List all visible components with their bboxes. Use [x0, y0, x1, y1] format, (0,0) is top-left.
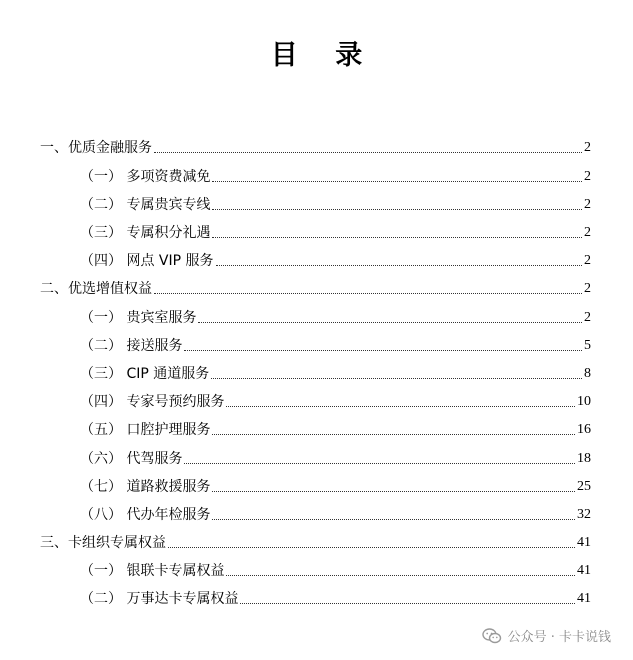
- toc-entry-page-number: 16: [577, 422, 591, 437]
- toc-entry-page-number: 18: [577, 451, 591, 466]
- toc-entry: [80, 189, 591, 215]
- toc-entry-page-number: 41: [577, 535, 591, 550]
- toc-entry-label: （二） 接送服务: [80, 338, 183, 354]
- wechat-icon: [482, 628, 502, 644]
- watermark-text: 公众号 · 卡卡说钱: [507, 630, 611, 645]
- toc-entry-label: （七） 道路救援服务: [80, 479, 211, 495]
- dot-leader: [212, 519, 575, 520]
- toc-entry: [80, 161, 591, 187]
- dot-leader: [212, 434, 575, 435]
- toc-entry: [40, 132, 591, 158]
- toc-entry: [80, 330, 591, 356]
- toc-entry-label: （一） 贵宾室服务: [80, 310, 197, 326]
- toc-entry-page-number: 8: [584, 366, 591, 381]
- dot-leader: [184, 463, 575, 464]
- toc-entry-label: （一） 银联卡专属权益: [80, 563, 225, 579]
- toc-entry: [80, 302, 591, 328]
- dot-leader: [226, 406, 575, 407]
- toc-entry-page-number: 2: [584, 197, 591, 212]
- dot-leader: [216, 265, 583, 266]
- toc-entry: [40, 273, 591, 299]
- dot-leader: [198, 322, 582, 323]
- toc-entry-page-number: 2: [584, 253, 591, 268]
- toc-entry-page-number: 10: [577, 394, 591, 409]
- toc-entry-label: 二、优选增值权益: [40, 281, 152, 297]
- toc-entry-label: （二） 专属贵宾专线: [80, 197, 211, 213]
- toc-entry-page-number: 2: [584, 169, 591, 184]
- toc-entry-label: （八） 代办年检服务: [80, 507, 211, 523]
- dot-leader: [154, 293, 582, 294]
- toc-entry-label: （六） 代驾服务: [80, 451, 183, 467]
- toc-entry-label: 三、卡组织专属权益: [40, 535, 166, 551]
- toc-entry-page-number: 2: [584, 140, 591, 155]
- dot-leader: [184, 350, 582, 351]
- dot-leader: [240, 603, 575, 604]
- toc-entry-label: 一、优质金融服务: [40, 140, 152, 156]
- toc-entry: [80, 358, 591, 384]
- dot-leader: [212, 209, 582, 210]
- toc-entry-page-number: 41: [577, 563, 591, 578]
- toc-entry-page-number: 5: [584, 338, 591, 353]
- toc-entry-label: （四） 专家号预约服务: [80, 394, 225, 410]
- dot-leader: [168, 547, 575, 548]
- dot-leader: [212, 491, 575, 492]
- toc-entry-page-number: 41: [577, 591, 591, 606]
- toc-entry-label: （四） 网点 VIP 服务: [80, 253, 214, 269]
- toc-entry-label: （五） 口腔护理服务: [80, 422, 211, 438]
- dot-leader: [212, 181, 582, 182]
- toc-entry-label: （二） 万事达卡专属权益: [80, 591, 239, 607]
- toc-entry-page-number: 32: [577, 507, 591, 522]
- toc-entry: [80, 414, 591, 440]
- toc-entry: [80, 471, 591, 497]
- page-title: 目 录: [270, 40, 377, 71]
- toc-entry-label: （三） CIP 通道服务: [80, 366, 210, 382]
- toc-entry: [80, 499, 591, 525]
- toc-entry-label: （三） 专属积分礼遇: [80, 225, 211, 241]
- dot-leader: [212, 237, 582, 238]
- toc-entry-page-number: 2: [584, 225, 591, 240]
- toc-entry: [40, 527, 591, 553]
- dot-leader: [226, 575, 575, 576]
- toc-entry: [80, 555, 591, 581]
- toc-entry: [80, 443, 591, 469]
- toc-entry-label: （一） 多项资费减免: [80, 169, 211, 185]
- toc-entry: [80, 217, 591, 243]
- toc-entry: [80, 583, 591, 609]
- toc-entry-page-number: 2: [584, 310, 591, 325]
- toc-entry-page-number: 25: [577, 479, 591, 494]
- toc-entry: [80, 386, 591, 412]
- watermark: [482, 626, 611, 645]
- toc-entry: [80, 245, 591, 271]
- dot-leader: [154, 152, 582, 153]
- dot-leader: [211, 378, 582, 379]
- toc-entry-page-number: 2: [584, 281, 591, 296]
